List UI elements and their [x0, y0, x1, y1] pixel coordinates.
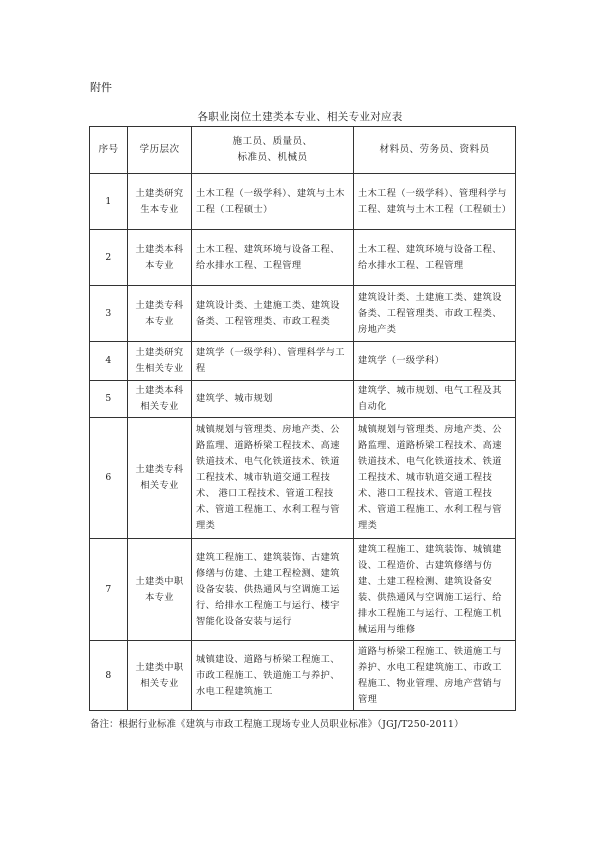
line-text: 土建类本科	[135, 243, 184, 255]
row-no: 1	[90, 174, 128, 230]
row-level	[128, 539, 192, 641]
line-text: 土建类中职	[135, 575, 184, 587]
footnote: 备注：根据行业标准《建筑与市政工程施工现场专业人员职业标准》（JGJ/T250-2011）	[90, 719, 464, 730]
row-level	[128, 342, 192, 381]
row-level	[128, 286, 192, 342]
row-construction-majors: 土木工程、建筑环境与设备工程、给水排水工程、工程管理	[192, 230, 354, 286]
header-construction-roles	[192, 127, 354, 174]
attachment-label: 附件	[90, 81, 112, 94]
table-row	[90, 539, 516, 641]
table-row	[90, 342, 516, 381]
table-row	[90, 641, 516, 711]
row-construction-majors: 建筑设计类、土建施工类、建筑设备类、工程管理类、市政工程类	[192, 286, 354, 342]
row-no: 6	[90, 418, 128, 539]
line-text: 生相关专业	[135, 363, 184, 374]
row-construction-majors: 城镇建设、道路与桥梁工程施工、市政工程施工、铁道施工与养护、水电工程建筑施工	[192, 641, 354, 711]
row-level	[128, 418, 192, 539]
table-row	[90, 286, 516, 342]
line-text: 相关专业	[140, 401, 179, 412]
row-material-majors: 土木工程、建筑环境与设备工程、给水排水工程、工程管理	[354, 230, 516, 286]
row-material-majors: 城镇规划与管理类、房地产类、公路监理、道路桥梁工程技术、高速铁道技术、电气化铁道技术、铁道工程技术、城市轨道交通工程技术、港口工程技术、管道工程技术、管道工程施工、水利工程与管理类	[354, 418, 516, 539]
header-no: 序号	[90, 127, 128, 174]
row-no: 3	[90, 286, 128, 342]
row-no: 2	[90, 230, 128, 286]
line-text: 土建类专科	[135, 464, 184, 475]
row-construction-majors: 建筑工程施工、建筑装饰、古建筑修缮与仿建、土建工程检测、建筑设备安装、供热通风与空调施工运行、给排水工程施工与运行、楼宇智能化设备安装与运行	[192, 539, 354, 641]
row-material-majors: 建筑工程施工、建筑装饰、城镇建设、工程造价、古建筑修缮与仿建、土建工程检测、建筑设备安装、供热通风与空调施工运行、给排水工程施工与运行、工程施工机械运用与维修	[354, 539, 516, 641]
row-no: 5	[90, 381, 128, 418]
row-material-majors: 道路与桥梁工程施工、铁道施工与养护、水电工程建筑施工、市政工程施工、物业管理、房地产营销与管理	[354, 641, 516, 711]
table-row	[90, 230, 516, 286]
row-material-majors: 建筑设计类、土建施工类、建筑设备类、工程管理类、市政工程类、房地产类	[354, 286, 516, 342]
row-material-majors: 建筑学（一级学科）	[354, 342, 516, 381]
line-text: 生本专业	[140, 203, 179, 215]
row-material-majors: 建筑学、城市规划、电气工程及其自动化	[354, 381, 516, 418]
table-title: 各职业岗位土建类本专业、相关专业对应表	[197, 111, 403, 123]
row-construction-majors: 土木工程（一级学科）、建筑与土木工程（工程硕士）	[192, 174, 354, 230]
line-text: 土建类中职	[135, 661, 184, 673]
row-no: 7	[90, 539, 128, 641]
line-text: 土建类本科	[135, 385, 184, 396]
line-text: 本专业	[145, 591, 174, 603]
table-row	[90, 174, 516, 230]
row-material-majors: 土木工程（一级学科）、管理科学与工程、建筑与土木工程（工程硕士）	[354, 174, 516, 230]
table-row	[90, 381, 516, 418]
line-text: 相关专业	[140, 677, 179, 689]
row-no: 8	[90, 641, 128, 711]
row-level	[128, 381, 192, 418]
row-level	[128, 230, 192, 286]
header-a-line2: 标准员、机械员	[237, 152, 308, 163]
line-text: 相关专业	[140, 480, 179, 491]
header-a-line1: 施工员、质量员、	[232, 136, 313, 147]
row-level	[128, 174, 192, 230]
line-text: 土建类研究	[135, 187, 184, 199]
table-row	[90, 418, 516, 539]
row-construction-majors: 建筑学、城市规划	[192, 381, 354, 418]
line-text: 本专业	[145, 315, 174, 327]
header-level: 学历层次	[128, 127, 192, 174]
row-no: 4	[90, 342, 128, 381]
table-header-row	[90, 127, 516, 174]
row-construction-majors: 建筑学（一级学科）、管理科学与工程	[192, 342, 354, 381]
row-level	[128, 641, 192, 711]
line-text: 本专业	[145, 259, 174, 271]
line-text: 土建类专科	[135, 299, 184, 311]
line-text: 土建类研究	[135, 347, 184, 358]
major-correspondence-table	[89, 126, 516, 711]
row-construction-majors: 城镇规划与管理类、房地产类、公路监理、道路桥梁工程技术、高速铁道技术、电气化铁道技术、铁道工程技术、城市轨道交通工程技术、 港口工程技术、管道工程技术、管道工程施工、水利工程与管理类	[192, 418, 354, 539]
header-material-roles: 材料员、劳务员、资料员	[354, 127, 516, 174]
